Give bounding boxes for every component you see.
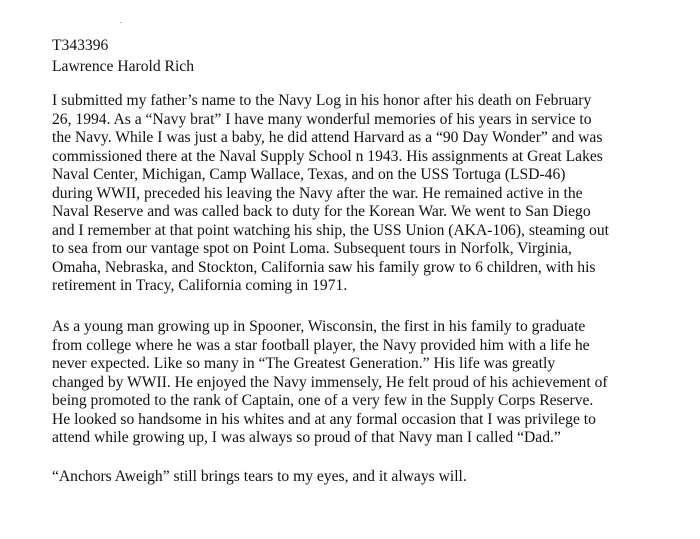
paragraph-line: He looked so handsome in his whites and at any formal occasion that I was privilege to — [52, 410, 596, 428]
paragraph-3 — [52, 468, 692, 487]
scan-speck — [120, 22, 122, 23]
paragraph-line: I submitted my father’s name to the Navy Log in his honor after his death on February — [52, 92, 592, 109]
paragraph-line: changed by WWII. He enjoyed the Navy immensely, He felt proud of his achievement of — [52, 373, 608, 391]
paragraph-line: being promoted to the rank of Captain, one of a very few in the Supply Corps Reserve. — [52, 392, 594, 409]
paragraph-line: As a young man growing up in Spooner, Wisconsin, the first in his family to graduate — [52, 318, 586, 335]
paragraph-line: the Navy. While I was just a baby, he did attend Harvard as a “90 Day Wonder” and was — [52, 129, 603, 146]
document-header — [52, 35, 692, 77]
paragraph-line: retirement in Tracy, California coming in 1971. — [52, 277, 348, 294]
paragraph-line: to sea from our vantage spot on Point Loma. Subsequent tours in Norfolk, Virginia, — [52, 240, 572, 257]
paragraph-line: Naval Reserve and was called back to duty for the Korean War. We went to San Diego — [52, 203, 591, 220]
paragraph-line: Naval Center, Michigan, Camp Wallace, Texas, and on the USS Tortuga (LSD-46) — [52, 166, 566, 183]
paragraph-line: from college where he was a star football player, the Navy provided him with a life he — [52, 336, 590, 354]
paragraph-line: commissioned there at the Naval Supply School n 1943. His assignments at Great Lakes — [52, 147, 603, 165]
paragraph-line: and I remember at that point watching his ship, the USS Union (AKA-106), steaming out — [52, 221, 609, 239]
record-id: T343396 — [52, 37, 109, 54]
paragraph-line: attend while growing up, I was always so proud of that Navy man I called “Dad.” — [52, 429, 561, 446]
paragraph-line: “Anchors Aweigh” still brings tears to my eyes, and it always will. — [52, 468, 467, 485]
paragraph-line: Omaha, Nebraska, and Stockton, California saw his family grow to 6 children, with his — [52, 258, 596, 276]
paragraph-2 — [52, 318, 692, 448]
paragraph-1 — [52, 92, 692, 296]
paragraph-line: during WWII, preceded his leaving the Navy after the war. He remained active in the — [52, 184, 583, 202]
paragraph-line: never expected. Like so many in “The Greatest Generation.” His life was greatly — [52, 355, 556, 372]
person-name: Lawrence Harold Rich — [52, 58, 195, 75]
paragraph-line: 26, 1994. As a “Navy brat” I have many wonderful memories of his years in service to — [52, 110, 592, 128]
